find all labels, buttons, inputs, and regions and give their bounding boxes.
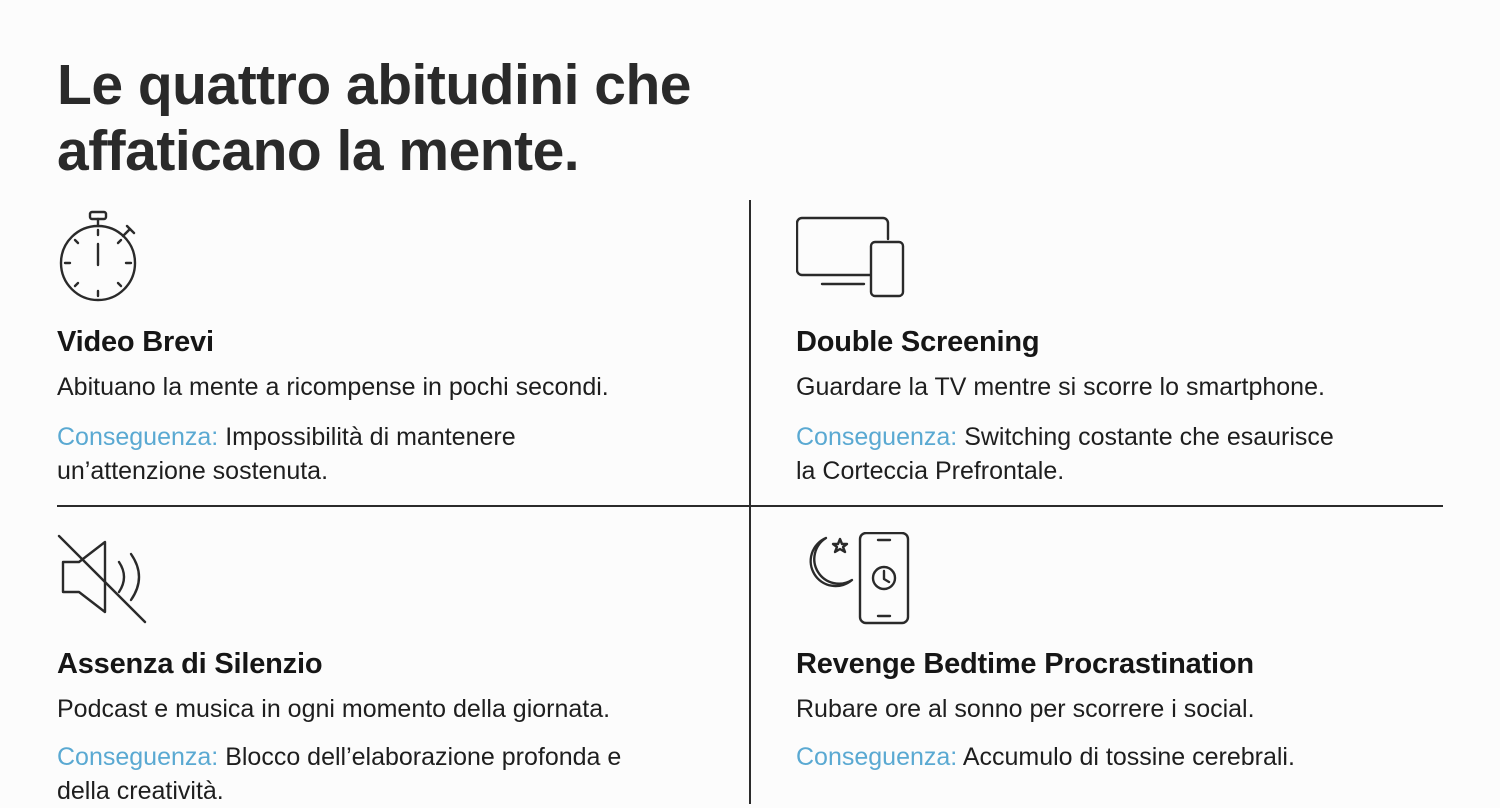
- card-video-brevi: [57, 210, 717, 495]
- consequence-text-line-2: della creatività.: [57, 777, 224, 805]
- consequence-label: Conseguenza:: [796, 743, 958, 771]
- consequence-label: Conseguenza:: [57, 743, 219, 771]
- card-description: Rubare ore al sonno per scorrere i social.: [796, 695, 1255, 723]
- card-consequence: [796, 420, 1456, 488]
- consequence-text-line-2: la Corteccia Prefrontale.: [796, 457, 1065, 485]
- card-title: Assenza di Silenzio: [57, 648, 323, 680]
- page-title-line-1: Le quattro abitudini che: [57, 53, 692, 117]
- consequence-text: Switching costante che esaurisce: [964, 423, 1334, 451]
- consequence-label: Conseguenza:: [796, 423, 958, 451]
- card-consequence: [57, 420, 717, 488]
- consequence-text: Accumulo di tossine cerebrali.: [962, 743, 1295, 771]
- card-double-screening: [796, 210, 1456, 495]
- monitor-and-phone-icon: [796, 215, 908, 300]
- card-assenza-di-silenzio: [57, 532, 717, 804]
- consequence-label: Conseguenza:: [57, 423, 219, 451]
- card-description: Abituano la mente a ricompense in pochi secondi.: [57, 373, 609, 401]
- horizontal-divider: [57, 505, 1443, 507]
- card-title: Video Brevi: [57, 326, 214, 358]
- consequence-text: Impossibilità di mantenere: [225, 423, 516, 451]
- page-title: [57, 52, 691, 184]
- vertical-divider: [749, 200, 751, 804]
- card-title: Double Screening: [796, 326, 1040, 358]
- card-consequence: [57, 740, 717, 808]
- stopwatch-icon: [57, 210, 147, 305]
- card-description: Podcast e musica in ogni momento della giornata.: [57, 695, 611, 723]
- consequence-text-line-2: un’attenzione sostenuta.: [57, 457, 329, 485]
- card-consequence: [796, 740, 1456, 774]
- card-description: Guardare la TV mentre si scorre lo smartphone.: [796, 373, 1325, 401]
- card-title: Revenge Bedtime Procrastination: [796, 648, 1254, 680]
- moon-phone-clock-icon: [796, 532, 916, 627]
- muted-speaker-icon: [57, 532, 153, 628]
- page-title-line-2: affaticano la mente.: [57, 119, 580, 183]
- consequence-text: Blocco dell’elaborazione profonda e: [225, 743, 622, 771]
- card-revenge-bedtime-procrastination: [796, 532, 1456, 804]
